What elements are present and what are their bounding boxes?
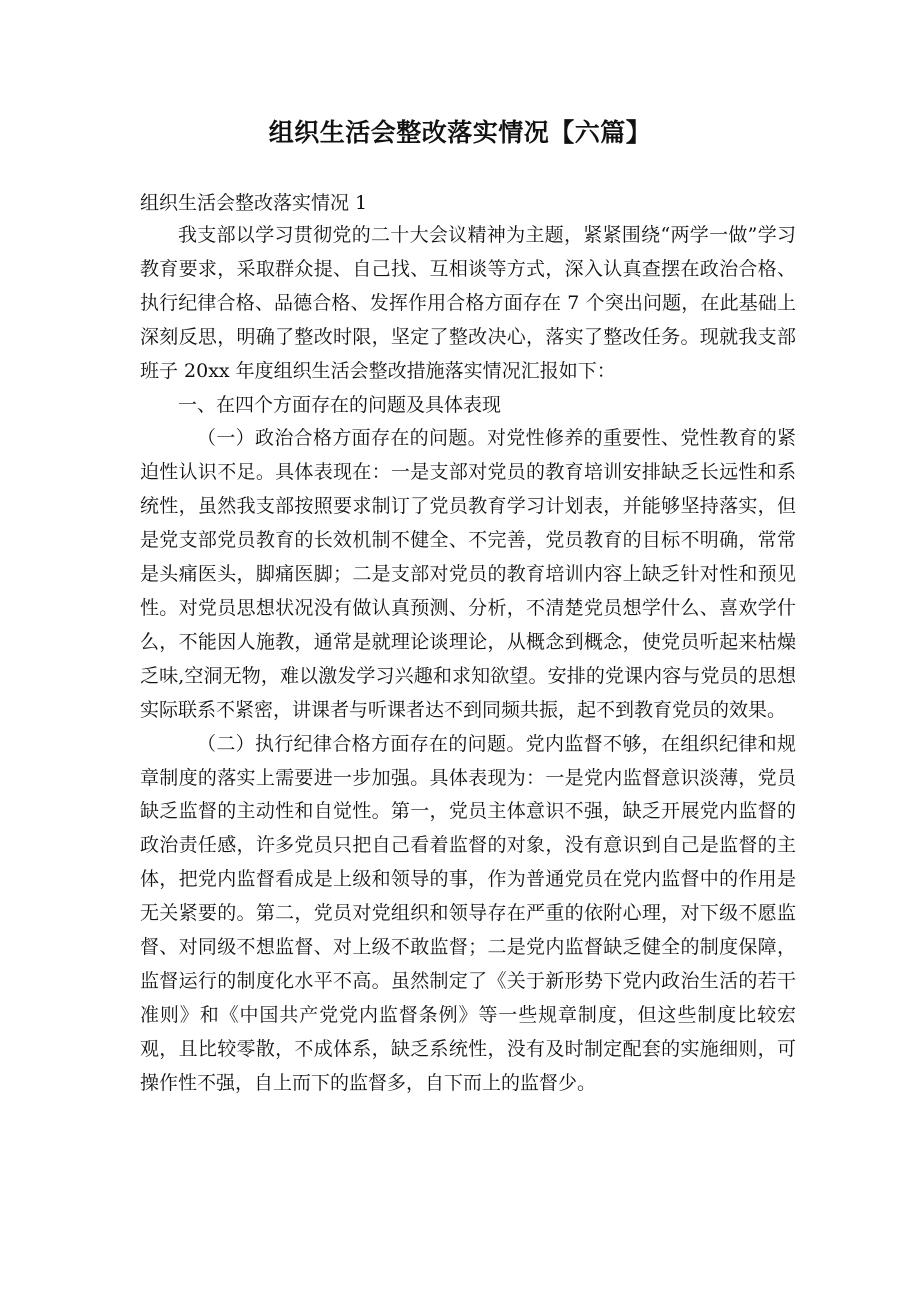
heading-problems: 一、在四个方面存在的问题及具体表现 [178, 393, 502, 416]
document-title: 组织生活会整改落实情况【六篇】 [268, 118, 652, 147]
document-body [140, 219, 796, 1101]
paragraph-intro: 我支部以学习贯彻党的二十大会议精神为主题，紧紧围绕“两学一做”学习教育要求，采取群众提、自己找、互相谈等方式，深入认真查摆在政治合格、执行纪律合格、品德合格、发挥作用合格方面存在 7 个突出问题，在此基础上深刻反思，明确了整改时限，坚定了整改决心，落实了整改任务。现就我支部班子 20xx 年度组织生活会整改措施落实情况汇报如下： [140, 224, 796, 382]
section-heading: 组织生活会整改落实情况 1 [140, 192, 368, 214]
paragraph-discipline: （二）执行纪律合格方面存在的问题。党内监督不够，在组织纪律和规章制度的落实上需要进一步加强。具体表现为：一是党内监督意识淡薄，党员缺乏监督的主动性和自觉性。第一，党员主体意识不强，缺乏开展党内监督的政治责任感，许多党员只把自己看着监督的对象，没有意识到自己是监督的主体，把党内监督看成是上级和领导的事，作为普通党员在党内监督中的作用是无关紧要的。第二，党员对党组织和领导存在严重的依附心理，对下级不愿监督、对同级不想监督、对上级不敢监督；二是党内监督缺乏健全的制度保障，监督运行的制度化水平不高。虽然制定了《关于新形势下党内政治生活的若干准则》和《中国共产党党内监督条例》等一些规章制度，但这些制度比较宏观，且比较零散，不成体系，缺乏系统性，没有及时制定配套的实施细则，可操作性不强，自上而下的监督多，自下而上的监督少。 [140, 732, 796, 1094]
paragraph-political: （一）政治合格方面存在的问题。对党性修养的重要性、党性教育的紧迫性认识不足。具体表现在：一是支部对党员的教育培训安排缺乏长远性和系统性，虽然我支部按照要求制订了党员教育学习计划表，并能够坚持落实，但是党支部党员教育的长效机制不健全、不完善，党员教育的目标不明确，常常是头痛医头，脚痛医脚；二是支部对党员的教育培训内容上缺乏针对性和预见性。对党员思想状况没有做认真预测、分析，不清楚党员想学什么、喜欢学什么，不能因人施教，通常是就理论谈理论，从概念到概念，使党员听起来枯燥乏味,空洞无物，难以激发学习兴趣和求知欲望。安排的党课内容与党员的思想实际联系不紧密，讲课者与听课者达不到同频共振，起不到教育党员的效果。 [140, 427, 796, 721]
